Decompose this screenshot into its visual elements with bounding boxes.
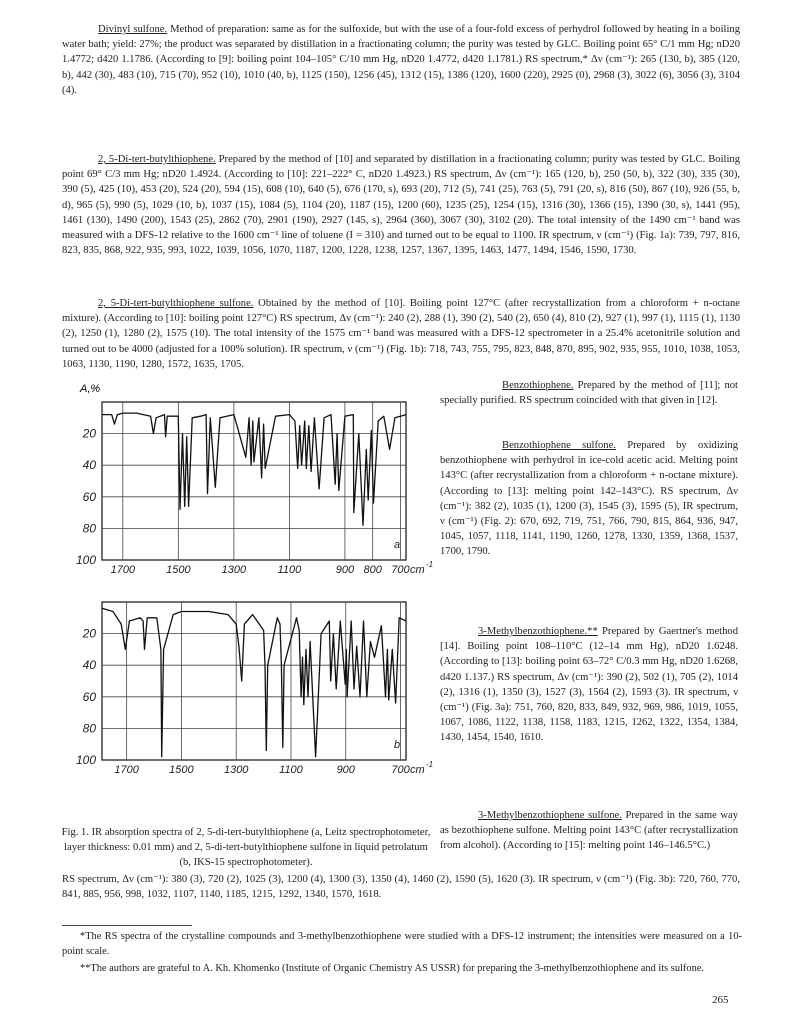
x-tick-label: 1700 [110, 564, 136, 576]
x-tick-label: 1100 [277, 564, 302, 576]
paragraph-benzothiophene [440, 378, 738, 408]
panel-a [76, 402, 433, 576]
y-tick-label: 40 [82, 658, 96, 673]
x-tick-label: 1300 [223, 764, 249, 776]
ir-spectrum-figure [58, 372, 434, 812]
y-tick-label: 20 [82, 626, 96, 641]
y-tick-label: 60 [82, 689, 96, 704]
x-unit-label: cm [410, 564, 425, 576]
compound-title: 2, 5-Di-tert-butylthiophene. [98, 154, 216, 165]
x-tick-label: 1700 [114, 764, 139, 776]
paragraph-body: Prepared by Gaertner's method [14]. Boiling point 108–110°C (12–14 mm Hg), nD20 1.6248. (According to [13]: boiling point 63–72° C/0.3 mm Hg, nD20 1.6268, d420 1.137.) RS spectrum, Δν (cm⁻¹): 390 (2), 502 (1), 705 (2), 1014 (2), 1316 (1), 1350 (3), 1527 (3), 1564 (2), 1593 (3). IR spectrum, ν (cm⁻¹) (Fig. 3a): 751, 760, 820, 833, 849, 932, 969, 986, 1019, 1055, 1067, 1086, 1122, 1138, 1158, 1183, 1215, 1262, 1322, 1354, 1384, 1430, 1454, 1540, 1610. [440, 626, 738, 744]
x-tick-label: 900 [336, 764, 355, 776]
paragraph-dibutylthiophene-sulfone [62, 296, 740, 372]
x-tick-label: 800 [363, 564, 382, 576]
paragraph-body: Prepared by the method of [10] and separated by distillation in a fractionating column; purity was tested by GLC. Boiling point 69° C/3 mm Hg; nD20 1.4924. (According to [10]: 221–222° C, nD20 1.4923.) RS spectrum, Δν (cm⁻¹): 165 (120, b), 250 (50, b), 322 (30), 335 (30), 390 (5), 425 (10), 453 (20), 524 (20), 594 (15), 608 (10), 640 (5), 676 (170, s), 693 (20), 712 (5), 741 (25), 763 (5), 791 (20, s), 816 (50), 867 (10), 926 (55, b, d), 965 (5), 990 (5), 1029 (10, b), 1037 (15), 1084 (5), 1104 (20), 1187 (15), 1200 (60), 1235 (25), 1254 (15), 1316 (30), 1366 (15), 1390 (30, s), 1441 (95), 1461 (130), 1490 (200), 1543 (25), 2862 (70), 2901 (190), 2927 (145, s), 2964 (360), 3067 (30), 3102 (20). The total intensity of the 1490 cm⁻¹ band was measured with a DFS-12 relative to the 1600 cm⁻¹ line of toluene (I = 310) and turned out to be equal to 1100. IR spectrum, ν (cm⁻¹) (Fig. 1a): 739, 797, 816, 823, 835, 868, 922, 935, 993, 1022, 1039, 1056, 1070, 1187, 1200, 1228, 1238, 1257, 1367, 1395, 1463, 1477, 1494, 1546, 1590, 1730. [62, 154, 740, 257]
x-tick-label: 900 [335, 564, 355, 576]
paragraph-benzothiophene-sulfone [440, 438, 738, 560]
x-unit-superscript: -1 [426, 760, 434, 769]
x-unit-label: cm [410, 764, 425, 776]
y-tick-label: 40 [82, 458, 96, 473]
compound-title: 3-Methylbenzothiophene.** [478, 626, 598, 637]
compound-title: 3-Methylbenzothiophene sulfone. [478, 810, 622, 821]
paragraph-body: Obtained by the method of [10]. Boiling point 127°C (after recrystallization from a chloroform + n-octane mixture). (According to [10]: boiling point 127°C) RS spectrum, Δν (cm⁻¹): 240 (2), 288 (1), 390 (2), 540 (2), 650 (4), 810 (2), 927 (1), 997 (1), 1115 (1), 1130 (2), 1250 (1), 1280 (2), 1575 (10). The total intensity of the 1575 cm⁻¹ band was measured with a DFS-12 spectrometer in a 25.4% acetonitrile solution and turned out to be 4000 (adjusted for a 100% solution). IR spectrum, ν (cm⁻¹) (Fig. 1b): 718, 743, 755, 795, 823, 848, 870, 895, 902, 935, 955, 1010, 1038, 1053, 1063, 1130, 1190, 1280, 1572, 1635, 1705. [62, 298, 740, 370]
paragraph-methylbenzothiophene [440, 624, 738, 746]
paragraph-methylbenzothiophene-sulfone-cont: RS spectrum, Δν (cm⁻¹): 380 (3), 720 (2), 1025 (3), 1200 (4), 1300 (3), 1350 (4), 1460 (2), 1590 (5), 1620 (3). IR spectrum, ν (cm⁻¹) (Fig. 3b): 720, 760, 770, 841, 885, 956, 998, 1032, 1107, 1140, 1185, 1215, 1292, 1340, 1570, 1618. [62, 874, 740, 901]
paragraph-methylbenzothiophene-sulfone [440, 808, 738, 854]
x-unit-superscript: -1 [426, 560, 434, 569]
x-tick-label: 700 [391, 564, 410, 576]
footnote-1: *The RS spectra of the crystalline compounds and 3-methylbenzothiophene were studied with a DFS-12 instrument; the intensities were measured on a 10-point scale. [62, 931, 742, 957]
compound-title: Benzothiophene. [502, 380, 574, 391]
y-tick-label: 20 [82, 426, 96, 441]
y-tick-label: 100 [75, 753, 96, 767]
x-tick-label: 1300 [221, 564, 247, 576]
page-number: 265 [712, 994, 729, 1006]
paragraph-dibutylthiophene [62, 152, 740, 258]
compound-title: Divinyl sulfone. [98, 24, 168, 35]
paragraph-body: Prepared by the method of [11]; not specially purified. RS spectrum coincided with that given in [12]. [440, 380, 738, 407]
x-tick-label: 1500 [169, 764, 194, 776]
footnote-2: **The authors are grateful to A. Kh. Khomenko (Institute of Organic Chemistry AS USSR) for preparing the 3-methylbenzothiophene and its sulfone. [80, 963, 704, 974]
x-tick-label: 700 [391, 764, 410, 776]
paragraph-body: Prepared by oxidizing benzothiophene with perhydrol in ice-cold acetic acid. Melting point 143°C (after recrystallization from a chloroform + n-octane mixture). (According to [13]: melting point 142–143°C). RS spectrum, Δν (cm⁻¹): 382 (2), 1035 (1), 1200 (3), 1545 (3), 1595 (5), IR spectrum, ν (cm⁻¹) (Fig. 2): 670, 692, 719, 751, 766, 790, 815, 864, 936, 947, 1045, 1057, 1118, 1141, 1190, 1260, 1278, 1330, 1359, 1368, 1537, 1700, 1790. [440, 440, 739, 558]
y-tick-label: 80 [82, 521, 96, 536]
y-tick-label: 60 [82, 489, 96, 504]
spectrum-line [102, 608, 406, 757]
figure-caption: Fig. 1. IR absorption spectra of 2, 5-di-tert-butylthiophene (a, Leitz spectrophotometer, layer thickness: 0.01 mm) and 2, 5-di-tert-butylthiophene sulfone in liquid petrolatum (b, IKS-15 spectrophotometer). [61, 827, 431, 868]
compound-title: Benzothiophene sulfone. [502, 440, 616, 451]
x-tick-label: 1100 [279, 764, 303, 776]
spectrum-line [102, 413, 406, 525]
paragraph-divinyl-sulfone [62, 22, 740, 98]
panel-label: a [394, 539, 401, 551]
footnote-rule [62, 925, 192, 926]
x-tick-label: 1500 [166, 564, 191, 576]
y-tick-label: 80 [82, 721, 96, 736]
paragraph-body: Prepared in the same way as bezothiophene sulfone. Melting point 143°C (after recrystallization from alcohol). (According to [15]: melting point 146–146.5°C.) [440, 810, 738, 852]
panel-label: b [394, 739, 401, 751]
panel-b [76, 602, 433, 776]
y-tick-label: 100 [75, 553, 96, 567]
paragraph-body: Method of preparation: same as for the sulfoxide, but with the use of a four-fold excess of perhydrol followed by heating in a boiling water bath; yield: 27%; the product was separated by distillation in a fractionating column; the purity was tested by GLC. Boiling point 65° C/1 mm Hg; nD20 1.4772; d420 1.1786. (According to [9]: boiling point 104–105° C/10 mm Hg, nD20 1.4772, d420 1.1781.) RS spectrum,* Δν (cm⁻¹): 265 (130, b), 385 (120, b), 442 (30), 483 (10), 715 (70), 952 (10), 1010 (40, b), 1125 (150), 1256 (45), 1312 (15), 1386 (120), 1600 (220), 2925 (0), 2968 (3), 3022 (6), 3056 (3), 3104 (4). [62, 24, 741, 96]
compound-title: 2, 5-Di-tert-butylthiophene sulfone. [98, 298, 254, 309]
y-axis-title: A,% [80, 383, 101, 395]
